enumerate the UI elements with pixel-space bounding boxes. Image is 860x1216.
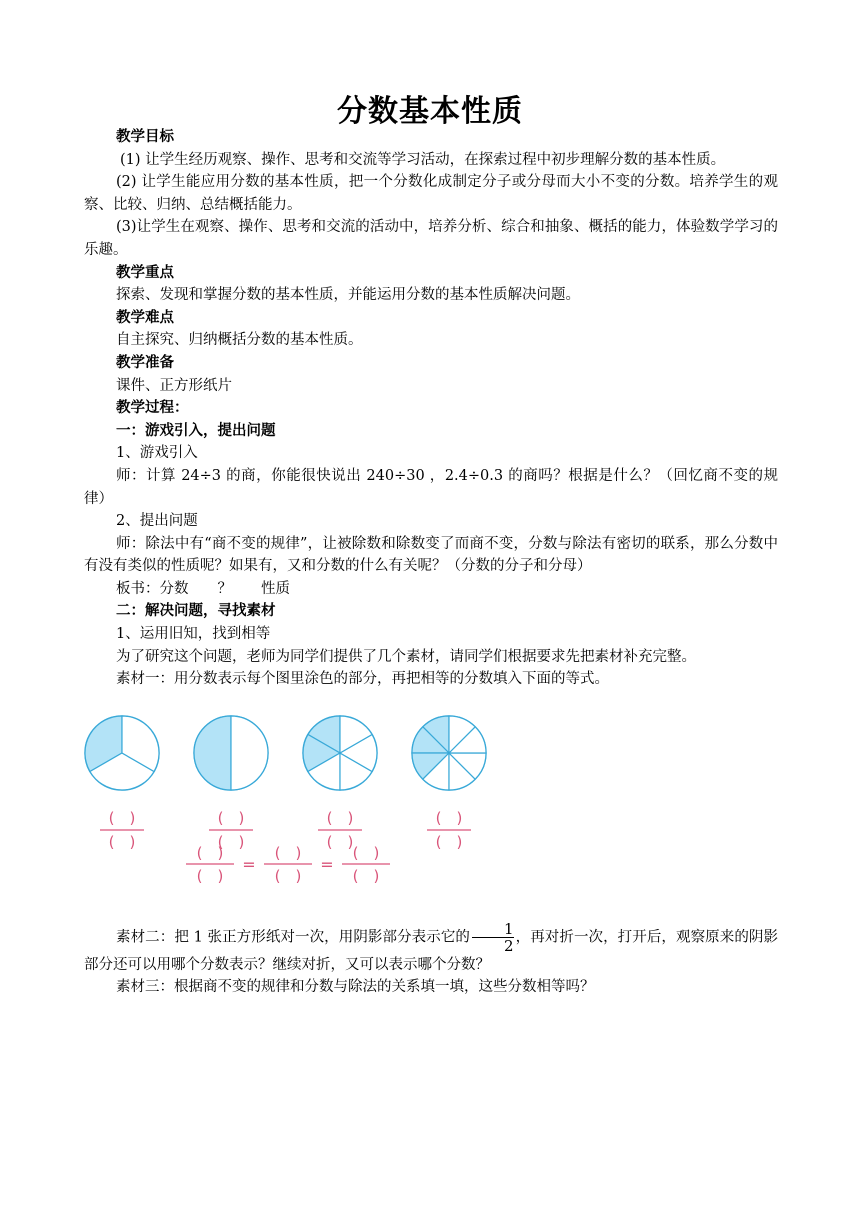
material1-text: 素材一：用分数表示每个图里涂色的部分，再把相等的分数填入下面的等式。 xyxy=(116,671,609,688)
difficulty-heading: 教学难点 xyxy=(116,309,174,326)
part1-question: 师：计算 24÷3 的商，你能很快说出 240÷30 ，2.4÷0.3 的商吗？根据是什么？（回忆商不变的规律） xyxy=(84,467,778,507)
material2-text xyxy=(84,921,778,977)
key-heading: 教学重点 xyxy=(116,264,174,281)
blank-numerator: ( ) xyxy=(435,808,463,827)
fraction-circles-svg xyxy=(80,691,500,919)
prep-heading: 教学准备 xyxy=(116,354,174,371)
fraction-numerator: 1 xyxy=(503,919,514,938)
fraction-circle-4 xyxy=(412,716,486,790)
fraction-denominator: 2 xyxy=(472,937,514,954)
part1-step1: 1、游戏引入 xyxy=(116,445,198,462)
blank-denominator: ( ) xyxy=(326,832,354,851)
blank-fraction-4 xyxy=(427,809,471,851)
fraction-circle-3 xyxy=(303,716,377,790)
equals-sign: = xyxy=(320,854,334,874)
document-body xyxy=(84,126,778,999)
prep-text: 课件、正方形纸片 xyxy=(116,377,232,394)
fraction-circle-1 xyxy=(85,716,159,790)
part2-intro: 为了研究这个问题，老师为同学们提供了几个素材，请同学们根据要求先把素材补充完整。 xyxy=(116,648,696,665)
blank-numerator: ( ) xyxy=(326,808,354,827)
unshaded-sector xyxy=(231,716,268,790)
material2-part-a: 素材二：把 1 张正方形纸对一次，用阴影部分表示它的 xyxy=(116,929,470,946)
board-writing: 板书：分数 ？ 性质 xyxy=(116,580,290,597)
part2-heading: 二：解决问题，寻找素材 xyxy=(116,603,276,620)
blank-numerator: ( ) xyxy=(274,843,302,862)
material3-text: 素材三：根据商不变的规律和分数与除法的关系填一填，这些分数相等吗？ xyxy=(116,979,595,996)
equals-sign: = xyxy=(242,854,256,874)
blank-denominator: ( ) xyxy=(217,832,245,851)
part2-step1: 1、运用旧知，找到相等 xyxy=(116,626,271,643)
blank-denominator: ( ) xyxy=(274,866,302,885)
key-text: 探索、发现和掌握分数的基本性质，并能运用分数的基本性质解决问题。 xyxy=(116,287,580,304)
goal-1: (1) 让学生经历观察、操作、思考和交流等学习活动，在探索过程中初步理解分数的基本性质。 xyxy=(120,151,726,168)
blank-numerator: ( ) xyxy=(196,843,224,862)
goal-heading: 教学目标 xyxy=(116,129,174,145)
equation-blank-2 xyxy=(264,844,312,885)
blank-fraction-1 xyxy=(100,809,144,851)
part1-heading: 一：游戏引入，提出问题 xyxy=(116,422,276,439)
fraction-circle-2 xyxy=(194,716,268,790)
material2-part-b: ，再对折一次，打开后，观察原来的阴影部分还可以用哪个分数表示？继续对折，又可以表示哪个分数？ xyxy=(84,929,778,973)
difficulty-text: 自主探究、归纳概括分数的基本性质。 xyxy=(116,332,363,349)
blank-denominator: ( ) xyxy=(108,832,136,851)
goal-3: (3)让学生在观察、操作、思考和交流的活动中，培养分析、综合和抽象、概括的能力，体验数学学习的乐趣。 xyxy=(84,219,778,258)
process-heading: 教学过程： xyxy=(116,400,189,417)
blank-numerator: ( ) xyxy=(352,843,380,862)
blank-denominator: ( ) xyxy=(196,866,224,885)
blank-numerator: ( ) xyxy=(108,808,136,827)
blank-numerator: ( ) xyxy=(217,808,245,827)
goal-2: (2) 让学生能应用分数的基本性质，把一个分数化成制定分子或分母而大小不变的分数。培养学生的观察、比较、归纳、总结概括能力。 xyxy=(84,174,778,213)
part1-step2: 2、提出问题 xyxy=(116,513,198,530)
blank-denominator: ( ) xyxy=(352,866,380,885)
fraction-circles-figure xyxy=(80,691,778,919)
blank-denominator: ( ) xyxy=(435,832,463,851)
page-title: 分数基本性质 xyxy=(337,94,523,129)
part1-explanation: 师：除法中有“商不变的规律”，让被除数和除数变了而商不变，分数与除法有密切的联系，那么分数中有没有类似的性质呢？如果有，又和分数的什么有关呢？（分数的分子和分母） xyxy=(84,535,778,575)
shaded-sector xyxy=(194,716,231,790)
one-half-fraction xyxy=(472,921,514,954)
